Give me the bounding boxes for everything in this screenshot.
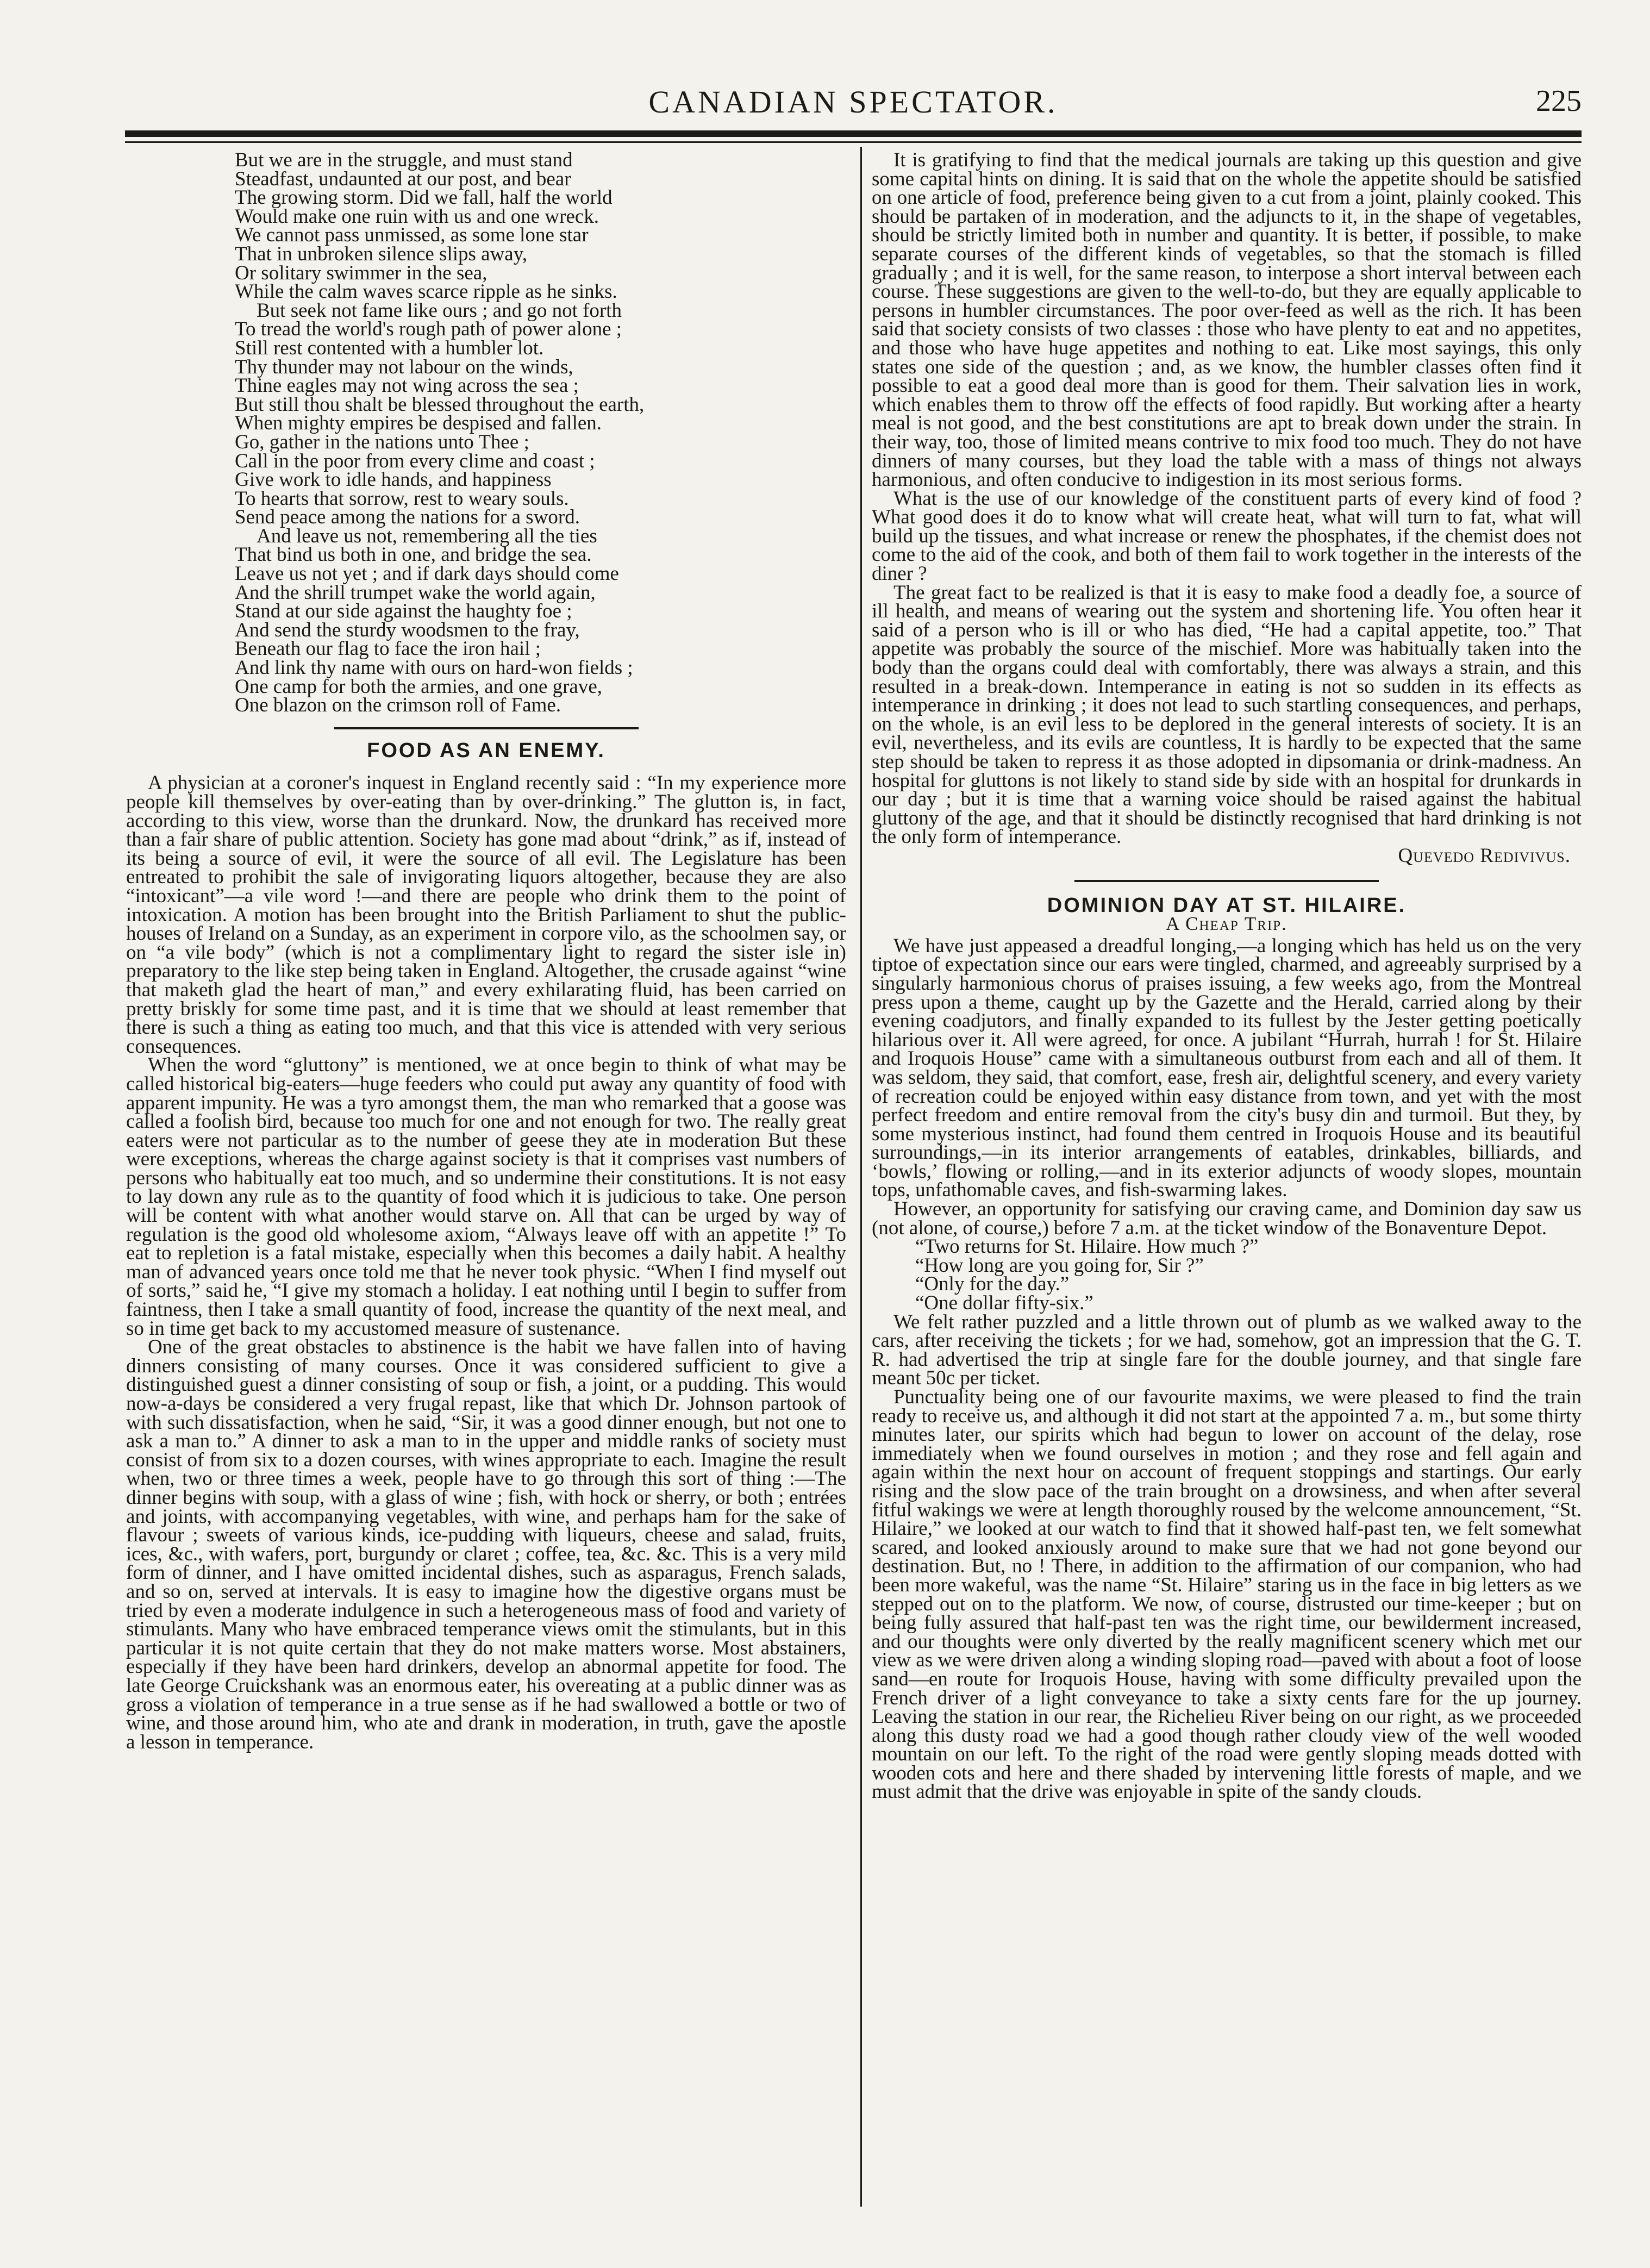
poem-line: One blazon on the crimson roll of Fame. — [235, 694, 561, 717]
poem-line: While the calm waves scarce ripple as he sinks. — [235, 280, 617, 303]
poem-line: Send peace among the nations for a sword. — [235, 506, 580, 529]
page-number: 225 — [1536, 84, 1582, 118]
article-paragraph: When the word “gluttony” is mentioned, we at once begin to think of what may be called historical big-eaters—huge feeders who could put away any quantity of food with apparent impunity. He was a tyro amongst them, the man who remarked that a goose was called a foolish bird, because too much for one and not enough for two. The really great eaters were not particular as to the number of geese they ate in moderation But these were exceptions, whereas the charge against society is that it comprises vast numbers of persons who habitually eat too much, and so undermine their constitutions. It is not easy to lay down any rule as to the quantity of food which it is judicious to take. One person will be content with what another would starve on. All that can be urged by way of regulation is the good old wholesome axiom, “Always leave off with an appetite !” To eat to repletion is a fatal mistake, especially when this becomes a daily habit. A healthy man of advanced years once told me that he never took physic. “When I find myself out of sorts,” said he, “I give my stomach a holiday. I eat nothing until I begin to suffer from faintness, then I take a small quantity of food, increase the quantity of the next meal, and so in time get back to my accustomed measure of sustenance. — [126, 1054, 846, 1340]
article-paragraph: We felt rather puzzled and a little thrown out of plumb as we walked away to the cars, after receiving the tickets ; for we had, somehow, got an impression that the G. T. R. had advertised the trip at single fare for the double journey, and that single fare meant 50c per ticket. — [872, 1310, 1582, 1390]
poem-line: Still rest contented with a humbler lot. — [235, 336, 544, 359]
article-paragraph: What is the use of our knowledge of the constituent parts of every kind of food ? What good does it do to know what will create heat, what will turn to fat, what will build up the tissues, and what increase or renew the phosphates, if the chemist does not come to the aid of the cook, and both of them fail to work together in the interests of the diner ? — [872, 487, 1582, 585]
poem-line: We cannot pass unmissed, as some lone star — [235, 224, 589, 247]
poem-line: The growing storm. Did we fall, half the world — [235, 186, 612, 209]
article-paragraph: However, an opportunity for satisfying our craving came, and Dominion day saw us (not alone, of course,) before 7 a.m. at the ticket window of the Bonaventure Depot. — [872, 1198, 1582, 1239]
poem-line: Give work to idle hands, and happiness — [235, 468, 552, 491]
poem-line: But we are in the struggle, and must stand — [235, 149, 573, 171]
poem-line: Or solitary swimmer in the sea, — [235, 261, 488, 284]
poem-line: That in unbroken silence slips away, — [235, 242, 528, 265]
poem-line: Thy thunder may not labour on the winds, — [235, 355, 573, 378]
article-paragraph: The great fact to be realized is that it is easy to make food a deadly foe, a source of ill health, and means of wearing out the system and shortening life. You often hear it said of a person who is ill or who has died, “He had a capital appetite, too.” That appetite was probably the source of the mischief. More was habitually taken into the body than the organs could deal with comfortably, there was always a strain, and this resulted in a break-down. Intemperance in eating is not so sudden in its effects as intemperance in drinking ; it does not lead to such startling consequences, and perhaps, on the whole, is an evil less to be deplored in the general interests of society. It is an evil, nevertheless, and its evils are countless, It is hardly to be expected that the same step should be taken to repress it as those adopted in dipsomania or drink-madness. An hospital for gluttons is not likely to stand side by side with an hospital for drunkards in our day ; but it is time that a warning voice should be raised against the habitual gluttony of the age, and that it should be distinctly recognised that hard drinking is not the only form of intemperance. — [872, 581, 1582, 848]
poem-line: Steadfast, undaunted at our post, and bear — [235, 167, 571, 190]
poem-line: To tread the world's rough path of power alone ; — [235, 318, 622, 341]
poem-line: And leave us not, remembering all the ties — [257, 524, 597, 547]
article-paragraph: A physician at a coroner's inquest in England recently said : “In my experience more people kill themselves by over-eating than by over-drinking.” The glutton is, in fact, according to this view, worse than the drunkard. Now, the drunkard has received more than a fair share of public attention. Society has gone mad about “drink,” as if, instead of its being a source of evil, it were the source of all evil. The Legislature has been entreated to prohibit the sale of invigorating liquors altogether, because they are also “intoxicant”—a vile word !—and there are people who drink them to the point of intoxication. A motion has been brought into the British Parliament to shut the public-houses of Ireland on a Sunday, as an experiment in corpore vilo, as the schoolmen say, or on “a vile body” (which is not a complimentary light to regard the sister isle in) preparatory to the like step being taken in England. Altogether, the crusade against “wine that maketh glad the heart of man,” and every exhilarating fluid, has been carried on pretty briskly for some time past, and it is time that we should at least remember that there is such a thing as eating too much, and that this vice is attended with very serious consequences. — [126, 772, 846, 1058]
poem-line: Call in the poor from every clime and coast ; — [235, 449, 595, 472]
poem-line: And the shrill trumpet wake the world again, — [235, 581, 596, 604]
poem — [126, 151, 846, 715]
poem-line: One camp for both the armies, and one grave, — [235, 675, 603, 698]
section-rule — [1074, 880, 1379, 882]
dialogue-line: “How long are you going for, Sir ?” — [915, 1254, 1204, 1277]
poem-line: Thine eagles may not wing across the sea ; — [235, 374, 579, 397]
masthead — [125, 82, 1582, 125]
poem-line: Stand at our side against the haughty foe ; — [235, 600, 572, 623]
article-paragraph: Punctuality being one of our favourite maxims, we were pleased to find the train ready to receive us, and although it did not start at the appointed 7 a. m., but some thirty minutes later, our spirits which had begun to lower on account of the delay, rose immediately when we found ourselves in motion ; and they rose and fell again and again within the next hour on account of frequent stoppings and startings. Our early rising and the slow pace of the train brought on a drowsiness, and when after several fitful wakings we were at length thoroughly roused by the welcome announcement, “St. Hilaire,” we looked at our watch to find that it showed half-past ten, we felt somewhat scared, and looked anxiously around to make sure that we had not gone beyond our destination. But, no ! There, in addition to the affirmation of our companion, who had been more wakeful, was the name “St. Hilaire” staring us in the face in big letters as we stepped out on to the platform. We now, of course, distrusted our time-keeper ; but on being fully assured that half-past ten was the right time, our bewilderment increased, and our thoughts were only diverted by the really magnificent scenery which met our view as we were driven along a winding sloping road—paved with about a foot of loose sand—en route for Iroquois House, having with some difficulty prevailed upon the French driver of a light conveyance to take a sixty cents fare for the up journey. Leaving the station in our rear, the Richelieu River being on our right, as we proceeded along this dusty road we had a good though rather cloudy view of the well wooded mountain on our left. To the right of the road were gently sloping meads dotted with wooden cots and here and there shaded by intervening little forests of maple, and we must admit that the drive was enjoyable in spite of the sandy clouds. — [872, 1386, 1582, 1803]
publication-title: CANADIAN SPECTATOR. — [648, 84, 1058, 120]
dialogue-line: “One dollar fifty-six.” — [915, 1292, 1093, 1315]
article-signature: Quevedo Redivivus. — [1398, 844, 1571, 867]
article-subtitle: A Cheap Trip. — [1166, 913, 1288, 935]
header-rule-thick — [125, 130, 1582, 137]
poem-line: Go, gather in the nations unto Thee ; — [235, 430, 529, 453]
poem-line: That bind us both in one, and bridge the sea. — [235, 543, 592, 566]
poem-line: To hearts that sorrow, rest to weary souls. — [235, 487, 569, 510]
article-paragraph: We have just appeased a dreadful longing,—a longing which has held us on the very tiptoe of expectation since our ears were tingled, charmed, and agreeably surprised by a singularly harmonious chorus of praises issuing, a few weeks ago, from the Montreal press upon a theme, caught up by the Gazette and the Herald, carried along by their evening coadjutors, and finally expanded to its fullest by the Jester getting poetically hilarious over it. All were agreed, for once. A jubilant “Hurrah, hurrah ! for St. Hilaire and Iroquois House” came with a simultaneous outburst from each and all of them. It was seldom, they said, that comfort, ease, fresh air, delightful scenery, and every variety of recreation could be enjoyed within easy distance from town, and yet with the most perfect freedom and entire removal from the city's busy din and turmoil. But they, by some mysterious instinct, had found them centred in Iroquois House and its beautiful surroundings,—in its interior arrangements of eatables, drinkables, billiards, and ‘bowls,’ flowing or rolling,—and in its exterior adjuncts of woody slopes, mountain tops, unfathomable caves, and fish-swarming lakes. — [872, 934, 1582, 1202]
left-column — [126, 151, 846, 1752]
article-paragraph: One of the great obstacles to abstinence is the habit we have fallen into of having dinners consisting of many courses. Once it was considered sufficient to give a distinguished guest a dinner consisting of soup or fish, a joint, or a pudding. This would now-a-days be considered a very frugal repast, like that which Dr. Johnson partook of with such dissatisfaction, when he said, “Sir, it was a good dinner enough, but not one to ask a man to.” A dinner to ask a man to in the upper and middle ranks of society must consist of from six to a dozen courses, with wines appropriate to each. Imagine the result when, two or three times a week, people have to go through this sort of thing :—The dinner begins with soup, with a glass of wine ; fish, with hock or sherry, or both ; entrées and joints, with accompanying vegetables, with wine, and perhaps ham for the sake of flavour ; sweets of various kinds, ice-pudding with liqueurs, cheese and salad, fruits, ices, &c., with wafers, port, burgundy or claret ; coffee, tea, &c. &c. This is a very mild form of dinner, and I have omitted incidental dishes, such as asparagus, French salads, and so on, served at intervals. It is easy to imagine how the digestive organs must be tried by even a moderate indulgence in such a heterogeneous mass of food and variety of stimulants. Many who have embraced temperance views omit the stimulants, but in this particular it is not quite certain that they do not make matters worse. Most abstainers, especially if they have been hard drinkers, develop an abnormal appetite for food. The late George Cruickshank was an enormous eater, his overeating at a public dinner was as gross a violation of temperance in a true sense as if he had swallowed a bottle or two of wine, and those around him, who ate and drank in moderation, in truth, gave the apostle a lesson in temperance. — [126, 1336, 846, 1753]
dialogue-line: “Only for the day.” — [915, 1273, 1070, 1296]
right-column — [872, 151, 1582, 1802]
column-divider — [860, 147, 862, 2207]
header-rule-thin — [125, 141, 1582, 143]
poem-line: But seek not fame like ours ; and go not forth — [257, 299, 622, 322]
poem-line: Leave us not yet ; and if dark days should come — [235, 563, 619, 585]
poem-line: Beneath our flag to face the iron hail ; — [235, 638, 541, 660]
poem-line: And send the sturdy woodsmen to the fray, — [235, 618, 580, 641]
poem-line: But still thou shalt be blessed throughout the earth, — [235, 393, 645, 416]
section-rule — [334, 727, 639, 729]
article-title: FOOD AS AN ENEMY. — [367, 739, 605, 762]
poem-line: Would make one ruin with us and one wreck. — [235, 205, 599, 228]
article-paragraph: It is gratifying to find that the medical journals are taking up this question and give some capital hints on dining. It is said that on the whole the appetite should be satisfied on one article of food, preference being given to a cut from a joint, plainly cooked. This should be partaken of in moderation, and the adjuncts to it, in the shape of vegetables, should be strictly limited both in number and quantity. It is better, if possible, to make separate courses of the different kinds of vegetables, so that the stomach is filled gradually ; and it is well, for the same reason, to interpose a short interval between each course. These suggestions are given to the well-to-do, but they are equally applicable to persons in humbler circumstances. The poor over-feed as well as the rich. It has been said that society consists of two classes : those who have plenty to eat and no appetites, and those who have huge appetites and nothing to eat. Like most sayings, this only states one side of the question ; and, as we know, the humbler classes often find it possible to eat a good deal more than is good for them. Their salvation lies in work, which enables them to throw off the effects of food rapidly. But working after a hearty meal is not good, and the best constitutions are apt to break down under the strain. In their way, too, those of limited means contrive to mix food too much. They do not have dinners of many courses, but they load the table with a mass of things not always harmonious, and often conducive to indigestion in its most serious forms. — [872, 149, 1582, 491]
poem-line: When mighty empires be despised and fallen. — [235, 412, 602, 435]
dialogue-line: “Two returns for St. Hilaire. How much ?” — [915, 1235, 1259, 1258]
poem-line: And link thy name with ours on hard-won fields ; — [235, 657, 633, 679]
article-title: DOMINION DAY AT ST. HILAIRE. — [1047, 894, 1407, 917]
